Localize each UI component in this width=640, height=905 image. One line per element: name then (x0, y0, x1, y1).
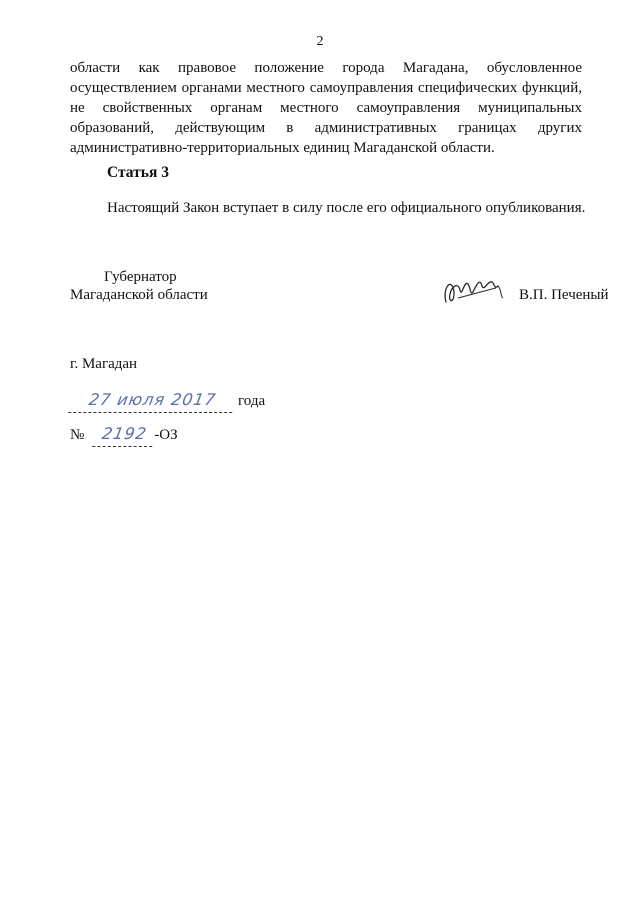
handwritten-signature (440, 268, 510, 310)
handwritten-law-number: 2192 (92, 426, 156, 447)
article-text: Настоящий Закон вступает в силу после его официального опубликования. (107, 200, 586, 216)
governor-region: Магаданской области (70, 287, 208, 303)
law-number-line (70, 426, 178, 447)
article-heading: Статья 3 (107, 164, 169, 181)
body-text: области как правовое положение города Магадана, обусловленное осуществлением органами местного самоуправления специфических функций, не свойственных органам местного самоуправления муниципальных образований, действующим в административных границах других административно-территориальных единиц Магаданской области. (70, 60, 582, 156)
page-number: 2 (316, 34, 324, 49)
governor-name: В.П. Печеный (519, 287, 609, 303)
handwritten-date: 27 июля 2017 (68, 392, 236, 413)
city-line: г. Магадан (70, 356, 138, 372)
law-number-suffix: -ОЗ (154, 427, 178, 443)
number-sign: № (70, 427, 85, 443)
date-suffix: года (238, 393, 266, 409)
governor-title: Губернатор (104, 269, 177, 285)
date-line (70, 392, 265, 413)
